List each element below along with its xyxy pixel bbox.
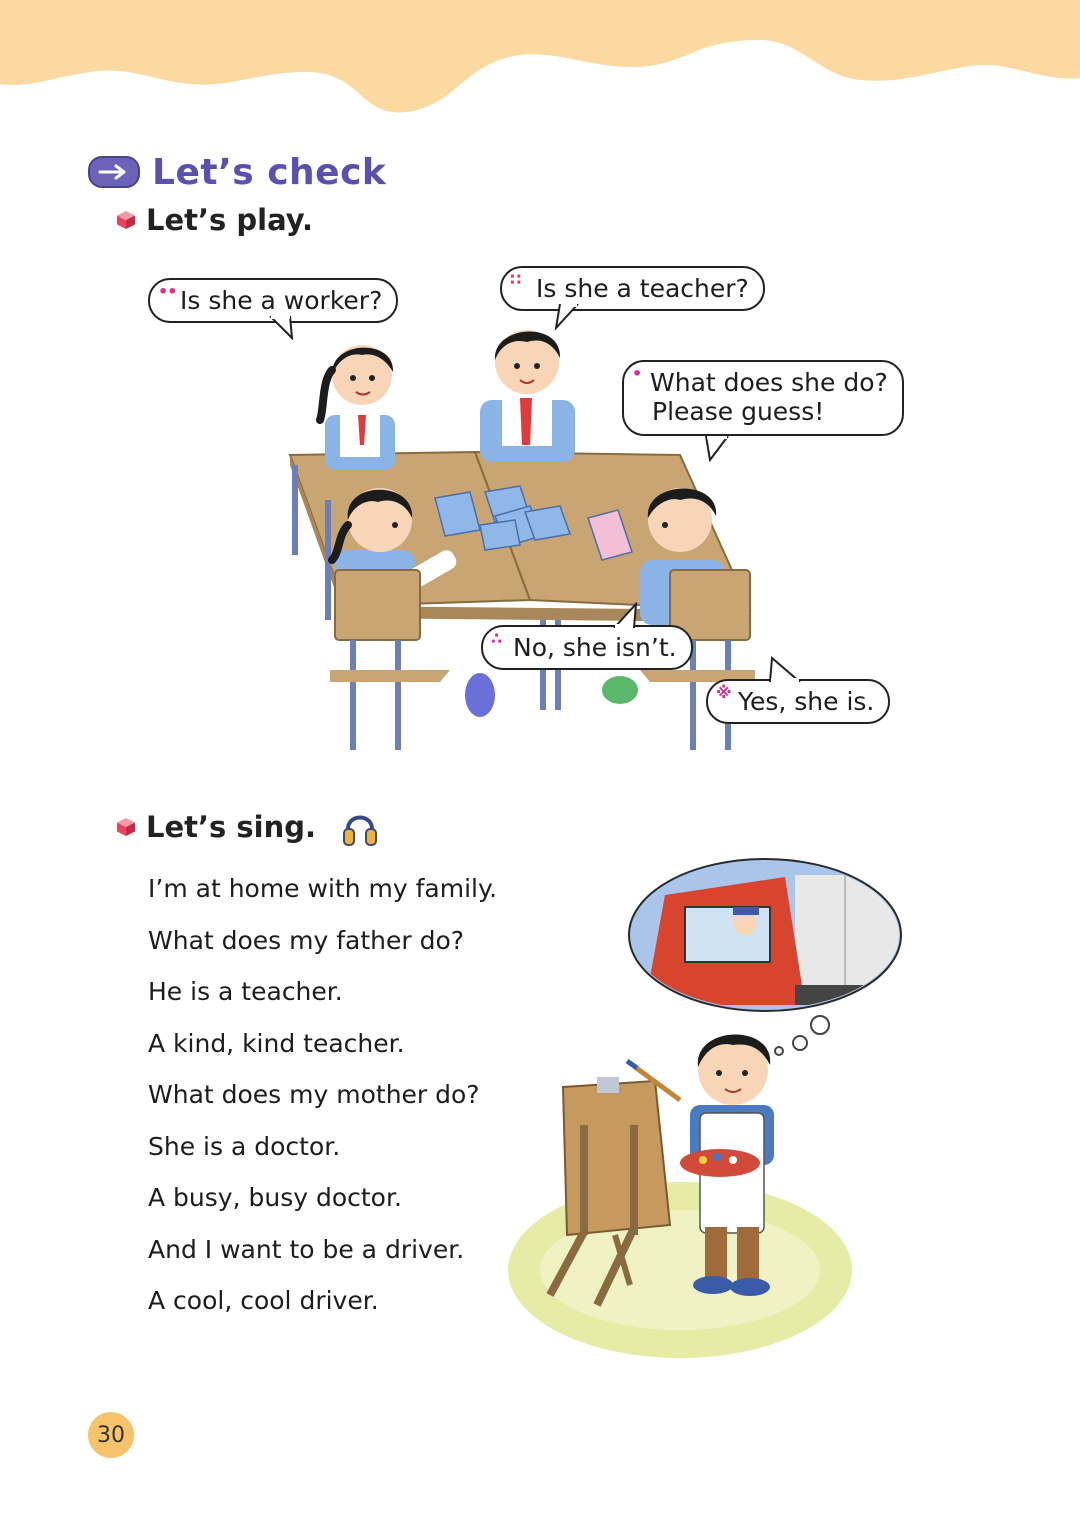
bubble-tail bbox=[612, 602, 642, 628]
lyric-line: A busy, busy doctor. bbox=[148, 1183, 402, 1212]
header-wave-decoration bbox=[0, 0, 1080, 130]
page-number: 30 bbox=[97, 1422, 125, 1448]
lets-play-title: Let’s play. bbox=[146, 203, 314, 237]
lets-sing-title: Let’s sing. bbox=[146, 810, 317, 844]
bubble-tail bbox=[552, 304, 586, 330]
speech-bubble-yes: ※ Yes, she is. bbox=[706, 679, 890, 724]
bubble-tail bbox=[700, 436, 734, 462]
lets-play-heading bbox=[116, 200, 313, 240]
dot-marker-icon: ∷ bbox=[510, 270, 521, 289]
bubble-tail bbox=[766, 656, 806, 682]
bubble-tail bbox=[268, 316, 298, 340]
speech-bubble-no: ∴ No, she isn’t. bbox=[481, 625, 693, 670]
dot-marker-icon: •• bbox=[158, 282, 177, 301]
lyric-line: What does my mother do? bbox=[148, 1080, 480, 1109]
lets-check-title: Let’s check bbox=[152, 151, 387, 193]
speech-bubble-guess: • What does she do? Please guess! bbox=[622, 360, 904, 436]
cube-icon bbox=[116, 817, 136, 837]
speech-bubble-worker: •• Is she a worker? bbox=[148, 278, 398, 323]
arrow-right-icon bbox=[88, 156, 140, 188]
dot-marker-icon: ∴ bbox=[491, 629, 502, 648]
lyric-line: A kind, kind teacher. bbox=[148, 1029, 405, 1058]
dot-marker-icon: ※ bbox=[716, 683, 731, 702]
lyric-line: I’m at home with my family. bbox=[148, 874, 498, 903]
lyric-line: He is a teacher. bbox=[148, 977, 343, 1006]
page-number-badge bbox=[88, 1412, 134, 1458]
painter-boy-dreaming-illustration bbox=[505, 855, 905, 1365]
cube-icon bbox=[116, 210, 136, 230]
lets-sing-heading bbox=[116, 806, 378, 848]
lyric-line: And I want to be a driver. bbox=[148, 1235, 465, 1264]
lyric-line: A cool, cool driver. bbox=[148, 1286, 379, 1315]
speech-bubble-teacher: ∷ Is she a teacher? bbox=[500, 266, 765, 311]
dot-marker-icon: • bbox=[632, 364, 642, 383]
headphones-icon[interactable] bbox=[342, 807, 378, 847]
lets-check-heading bbox=[88, 148, 386, 196]
lyric-line: What does my father do? bbox=[148, 926, 465, 955]
lyric-line: She is a doctor. bbox=[148, 1132, 341, 1161]
